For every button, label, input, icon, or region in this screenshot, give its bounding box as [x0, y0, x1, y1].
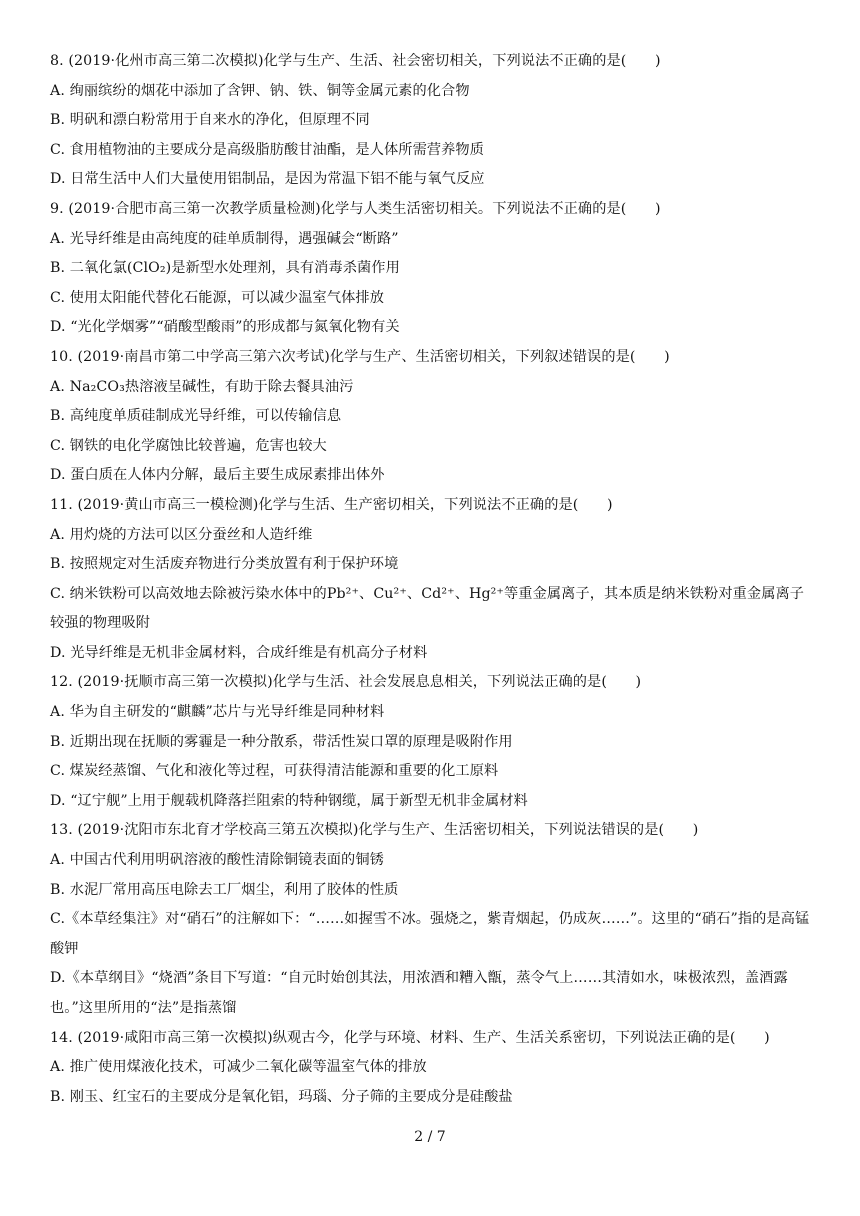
option-a: A. 中国古代利用明矾溶液的酸性清除铜镜表面的铜锈 — [50, 852, 384, 869]
page-number: 2 / 7 — [414, 1129, 446, 1145]
question-stem: 9. (2019·合肥市高三第一次教学质量检测)化学与人类生活密切相关。下列说法不正确的是( ) — [50, 200, 661, 217]
option-a: A. 绚丽缤纷的烟花中添加了含钾、钠、铁、铜等金属元素的化合物 — [50, 82, 470, 99]
question-stem: 10. (2019·南昌市第二中学高三第六次考试)化学与生产、生活密切相关，下列叙述错误的是( ) — [50, 348, 670, 365]
option-b: B. 高纯度单质硅制成光导纤维，可以传输信息 — [50, 408, 342, 425]
option-c: C. 纳米铁粉可以高效地去除被污染水体中的Pb²⁺、Cu²⁺、Cd²⁺、Hg²⁺等重金属离子，其本质是纳米铁粉对重金属离子较强的物理吸附 — [50, 585, 805, 632]
option-a: A. 用灼烧的方法可以区分蚕丝和人造纤维 — [50, 526, 313, 543]
option-c: C. 煤炭经蒸馏、气化和液化等过程，可获得清洁能源和重要的化工原料 — [50, 763, 499, 780]
option-c: C. 食用植物油的主要成分是高级脂肪酸甘油酯，是人体所需营养物质 — [50, 141, 485, 158]
option-c: C. 钢铁的电化学腐蚀比较普遍，危害也较大 — [50, 437, 327, 454]
option-a: A. Na₂CO₃热溶液呈碱性，有助于除去餐具油污 — [50, 378, 354, 395]
question-stem: 8. (2019·化州市高三第二次模拟)化学与生产、生活、社会密切相关，下列说法不正确的是( ) — [50, 53, 661, 69]
option-d: D.《本草纲目》“烧酒”条目下写道：“自元时始创其法，用浓酒和糟入甑，蒸令气上……其清如水，味极浓烈，盖酒露也。”这里所用的“法”是指蒸馏 — [50, 970, 788, 1016]
option-d: D. 蛋白质在人体内分解，最后主要生成尿素排出体外 — [50, 467, 385, 484]
option-d: D. “光化学烟雾”“硝酸型酸雨”的形成都与氮氧化物有关 — [50, 319, 400, 336]
question-stem: 12. (2019·抚顺市高三第一次模拟)化学与生活、社会发展息息相关，下列说法正确的是( ) — [50, 674, 642, 691]
question-stem: 13. (2019·沈阳市东北育才学校高三第五次模拟)化学与生产、生活密切相关，下列说法错误的是( ) — [50, 822, 699, 839]
question-stem: 14. (2019·咸阳市高三第一次模拟)纵观古今，化学与环境、材料、生产、生活关系密切，下列说法正确的是( ) — [50, 1029, 770, 1046]
question-stem: 11. (2019·黄山市高三一模检测)化学与生活、生产密切相关，下列说法不正确的是( ) — [50, 496, 613, 513]
option-d: D. “辽宁舰”上用于舰载机降落拦阻索的特种钢缆，属于新型无机非金属材料 — [50, 792, 528, 809]
option-b: B. 近期出现在抚顺的雾霾是一种分散系，带活性炭口罩的原理是吸附作用 — [50, 733, 513, 750]
option-b: B. 刚玉、红宝石的主要成分是氧化铝，玛瑙、分子筛的主要成分是硅酸盐 — [50, 1088, 513, 1105]
option-b: B. 按照规定对生活废弃物进行分类放置有利于保护环境 — [50, 556, 399, 573]
option-b: B. 明矾和漂白粉常用于自来水的净化，但原理不同 — [50, 112, 370, 129]
option-d: D. 日常生活中人们大量使用铝制品，是因为常温下铝不能与氧气反应 — [50, 171, 485, 188]
option-a: A. 光导纤维是由高纯度的硅单质制得，遇强碱会“断路” — [50, 230, 399, 247]
question-list — [50, 47, 815, 1112]
option-a: A. 华为自主研发的“麒麟”芯片与光导纤维是同种材料 — [50, 704, 385, 721]
option-a: A. 推广使用煤液化技术，可减少二氧化碳等温室气体的排放 — [50, 1059, 427, 1076]
option-c: C. 使用太阳能代替化石能源，可以减少温室气体排放 — [50, 289, 384, 306]
option-c: C.《本草经集注》对“硝石”的注解如下：“……如握雪不冰。强烧之，紫青烟起，仍成灰……”。这里的“硝石”指的是高锰酸钾 — [50, 911, 810, 957]
option-b: B. 二氧化氯(ClO₂)是新型水处理剂，具有消毒杀菌作用 — [50, 260, 400, 277]
option-b: B. 水泥厂常用高压电除去工厂烟尘，利用了胶体的性质 — [50, 881, 399, 898]
option-d: D. 光导纤维是无机非金属材料，合成纤维是有机高分子材料 — [50, 644, 428, 661]
